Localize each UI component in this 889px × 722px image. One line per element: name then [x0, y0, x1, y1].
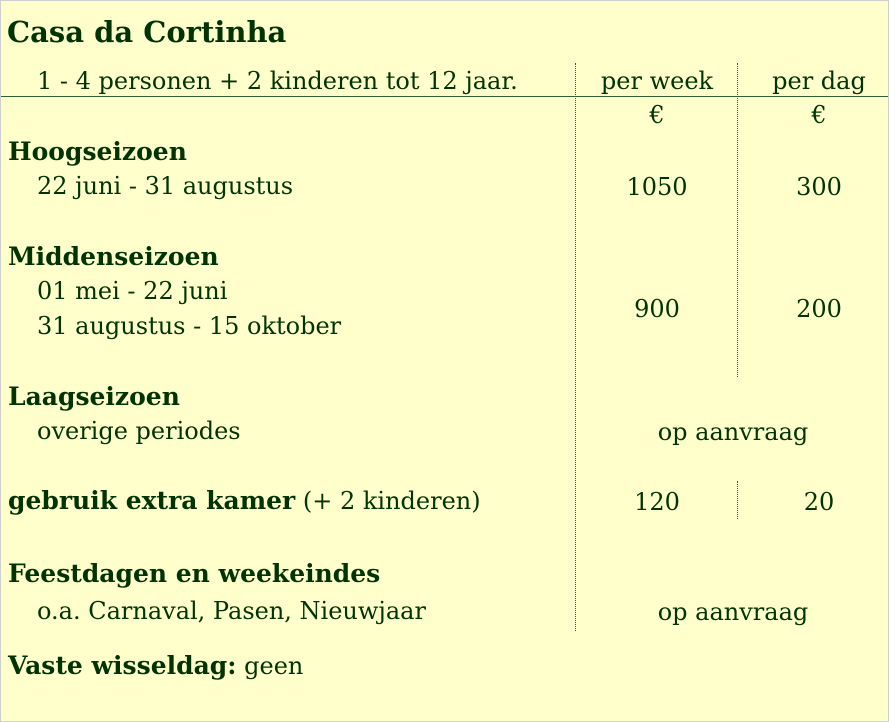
- middenseizoen-dag-price: 200: [796, 295, 842, 323]
- column-divider-extra: [737, 481, 738, 519]
- laagseizoen-price: op aanvraag: [657, 418, 809, 446]
- feestdagen-period: o.a. Carnaval, Pasen, Nieuwjaar: [37, 597, 426, 625]
- extra-kamer-dag-price: 20: [803, 488, 835, 516]
- middenseizoen-period-1: 01 mei - 22 juni: [37, 277, 228, 305]
- middenseizoen-period-2: 31 augustus - 15 oktober: [37, 312, 342, 340]
- extra-kamer-note: (+ 2 kinderen): [302, 487, 481, 515]
- per-dag-header: per dag: [772, 67, 866, 95]
- header-divider: [1, 96, 888, 97]
- laagseizoen-heading: Laagseizoen: [8, 382, 180, 411]
- wisseldag-label: Vaste wisseldag:: [8, 651, 237, 680]
- wisseldag-value: geen: [244, 652, 304, 680]
- wisseldag-row: [8, 653, 303, 678]
- feestdagen-heading: Feestdagen en weekeindes: [8, 559, 381, 588]
- column-divider-left: [575, 63, 576, 631]
- extra-kamer-row: [8, 488, 481, 513]
- currency-week: €: [649, 101, 665, 129]
- middenseizoen-week-price: 900: [634, 295, 680, 323]
- hoogseizoen-period: 22 juni - 31 augustus: [37, 172, 294, 200]
- extra-kamer-label: gebruik extra kamer: [8, 486, 296, 515]
- page-title: Casa da Cortinha: [7, 15, 287, 49]
- laagseizoen-period: overige periodes: [37, 417, 241, 445]
- per-week-header: per week: [600, 67, 714, 95]
- feestdagen-price: op aanvraag: [657, 598, 809, 626]
- extra-kamer-week-price: 120: [634, 488, 680, 516]
- middenseizoen-heading: Middenseizoen: [8, 242, 219, 271]
- persons-label: 1 - 4 personen + 2 kinderen tot 12 jaar.: [37, 67, 518, 95]
- hoogseizoen-week-price: 1050: [626, 173, 688, 201]
- hoogseizoen-dag-price: 300: [796, 173, 842, 201]
- hoogseizoen-heading: Hoogseizoen: [8, 137, 187, 166]
- currency-dag: €: [811, 101, 827, 129]
- column-divider-right: [737, 63, 738, 377]
